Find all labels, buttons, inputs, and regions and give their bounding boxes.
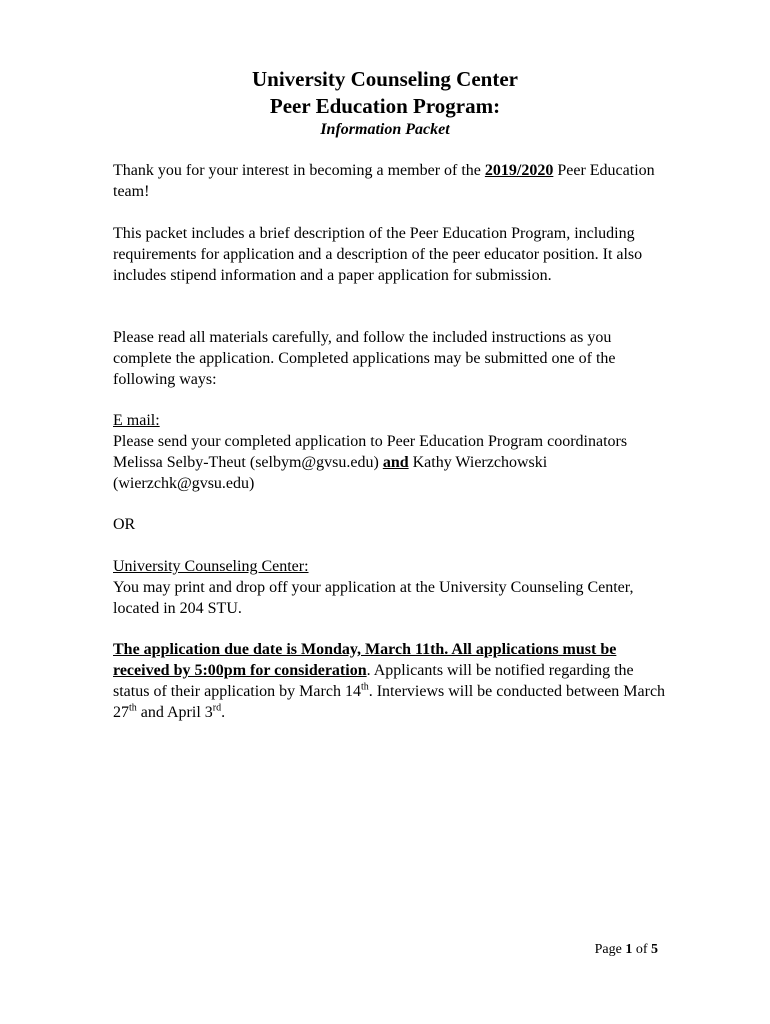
footer-current-page: 1: [625, 942, 633, 957]
deadline-text-1: . Applicants will be notified regarding the status of their application by March 14: [113, 662, 634, 700]
or-separator: OR: [113, 516, 136, 533]
document-header: [0, 66, 770, 140]
title-line-2: Peer Education Program:: [269, 94, 501, 118]
intro-text-before: Thank you for your interest in becoming a member of the: [113, 162, 485, 179]
ucc-section: [113, 556, 673, 619]
email-heading: E mail:: [113, 412, 160, 429]
footer-total-pages: 5: [651, 942, 658, 957]
title-line-1: University Counseling Center: [252, 67, 518, 91]
deadline-text-2: . Interviews will be conducted between March 27: [113, 683, 666, 721]
intro-paragraph: [113, 160, 673, 202]
email-section: [113, 410, 673, 494]
page-number-footer: [595, 942, 658, 958]
deadline-sup-1: th: [360, 681, 369, 693]
email-text: [113, 431, 673, 494]
intro-text-after: Peer Education team!: [113, 162, 655, 200]
footer-of-word: of: [632, 942, 651, 957]
deadline-text-4: .: [221, 704, 226, 721]
intro-year: 2019/2020: [484, 162, 554, 179]
subtitle: Information Packet: [320, 121, 450, 138]
email-and-word: and: [382, 454, 409, 471]
footer-page-word: Page: [594, 942, 626, 957]
deadline-sup-3: rd: [212, 702, 222, 714]
email-text-after: Kathy Wierzchowski (wierzchk@gvsu.edu): [113, 454, 548, 492]
deadline-paragraph: [113, 639, 673, 723]
deadline-bold-text: The application due date is Monday, March 11th. All applications must be received by 5:00pm for consideration: [113, 641, 617, 679]
deadline-sup-2: th: [129, 702, 137, 714]
ucc-text: You may print and drop off your application at the University Counseling Center, located in 204 STU.: [113, 579, 634, 617]
deadline-text-3: and April 3: [136, 704, 213, 721]
email-text-before: Please send your completed application to Peer Education Program coordinators Melissa Selby-Theut (selbym@gvsu.edu): [113, 433, 628, 471]
instructions-paragraph: Please read all materials carefully, and follow the included instructions as you complete the application. Completed applications may be submitted one of the following ways:: [113, 329, 616, 388]
ucc-heading: University Counseling Center:: [113, 558, 309, 575]
packet-paragraph: This packet includes a brief description of the Peer Education Program, including requirements for application and a description of the peer educator position. It also includes stipend information and a paper application for submission.: [113, 225, 643, 284]
